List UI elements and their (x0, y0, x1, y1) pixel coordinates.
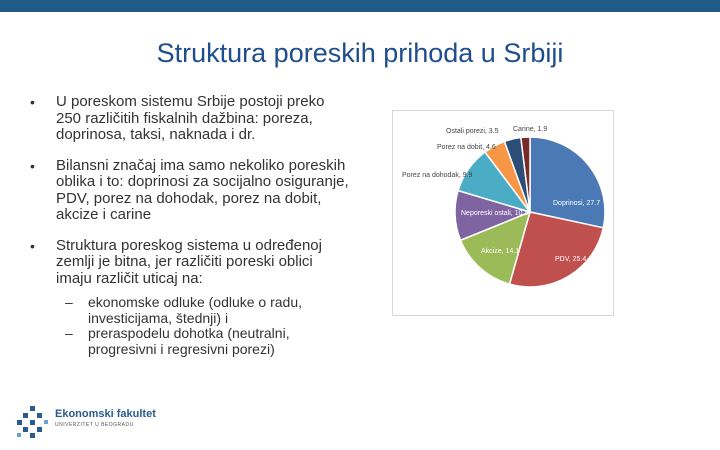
logo-subtitle: UNIVERZITET U BEOGRADU (55, 422, 134, 428)
top-accent-bar (0, 0, 720, 12)
pie-slice-label: Neporeski ostali, 10.5 (461, 210, 529, 217)
bullet-3: • Struktura poreskog sistema u određenoj zemlji je bitna, jer različiti poreski oblici imaju različit uticaj na: (30, 238, 350, 288)
bullet-2: • Bilansni značaj ima samo nekoliko poreskih oblika i to: doprinosi za socijalno osiguranje, PDV, porez na dohodak, porez na dobit, akcize i carine (30, 158, 350, 224)
logo-mark-icon (15, 404, 51, 440)
pie-slice-label: Porez na dohodak, 9.9 (402, 172, 473, 179)
pie-slice-label: Carine, 1.9 (513, 126, 548, 133)
pie-slice-label: Porez na dobit, 4.6 (437, 144, 496, 151)
pie-chart-panel (392, 110, 614, 316)
pie-slice-label: Ostali porezi, 3.5 (446, 128, 499, 135)
bullet-1: • U poreskom sistemu Srbije postoji preko 250 različitih fiskalnih dažbina: poreza, doprinosa, taksi, naknada i dr. (30, 94, 350, 144)
pie-slice-label: PDV, 25.4 (555, 256, 587, 263)
pie-slice-label: Akcize, 14.1 (481, 248, 520, 255)
sub-list (30, 295, 350, 357)
slide-title: Struktura poreskih prihoda u Srbiji (156, 38, 564, 68)
slide-content (30, 94, 350, 357)
pie-slice-label: Doprinosi, 27.7 (553, 200, 601, 207)
pie-chart (393, 111, 613, 315)
faculty-logo (15, 404, 175, 440)
logo-name: Ekonomski fakultet (55, 408, 156, 420)
sub-item-1: – ekonomske odluke (odluke o radu, investicijama, štednji) i (30, 295, 350, 326)
sub-item-2: – preraspodelu dohotka (neutralni, progresivni i regresivni porezi) (30, 326, 350, 357)
